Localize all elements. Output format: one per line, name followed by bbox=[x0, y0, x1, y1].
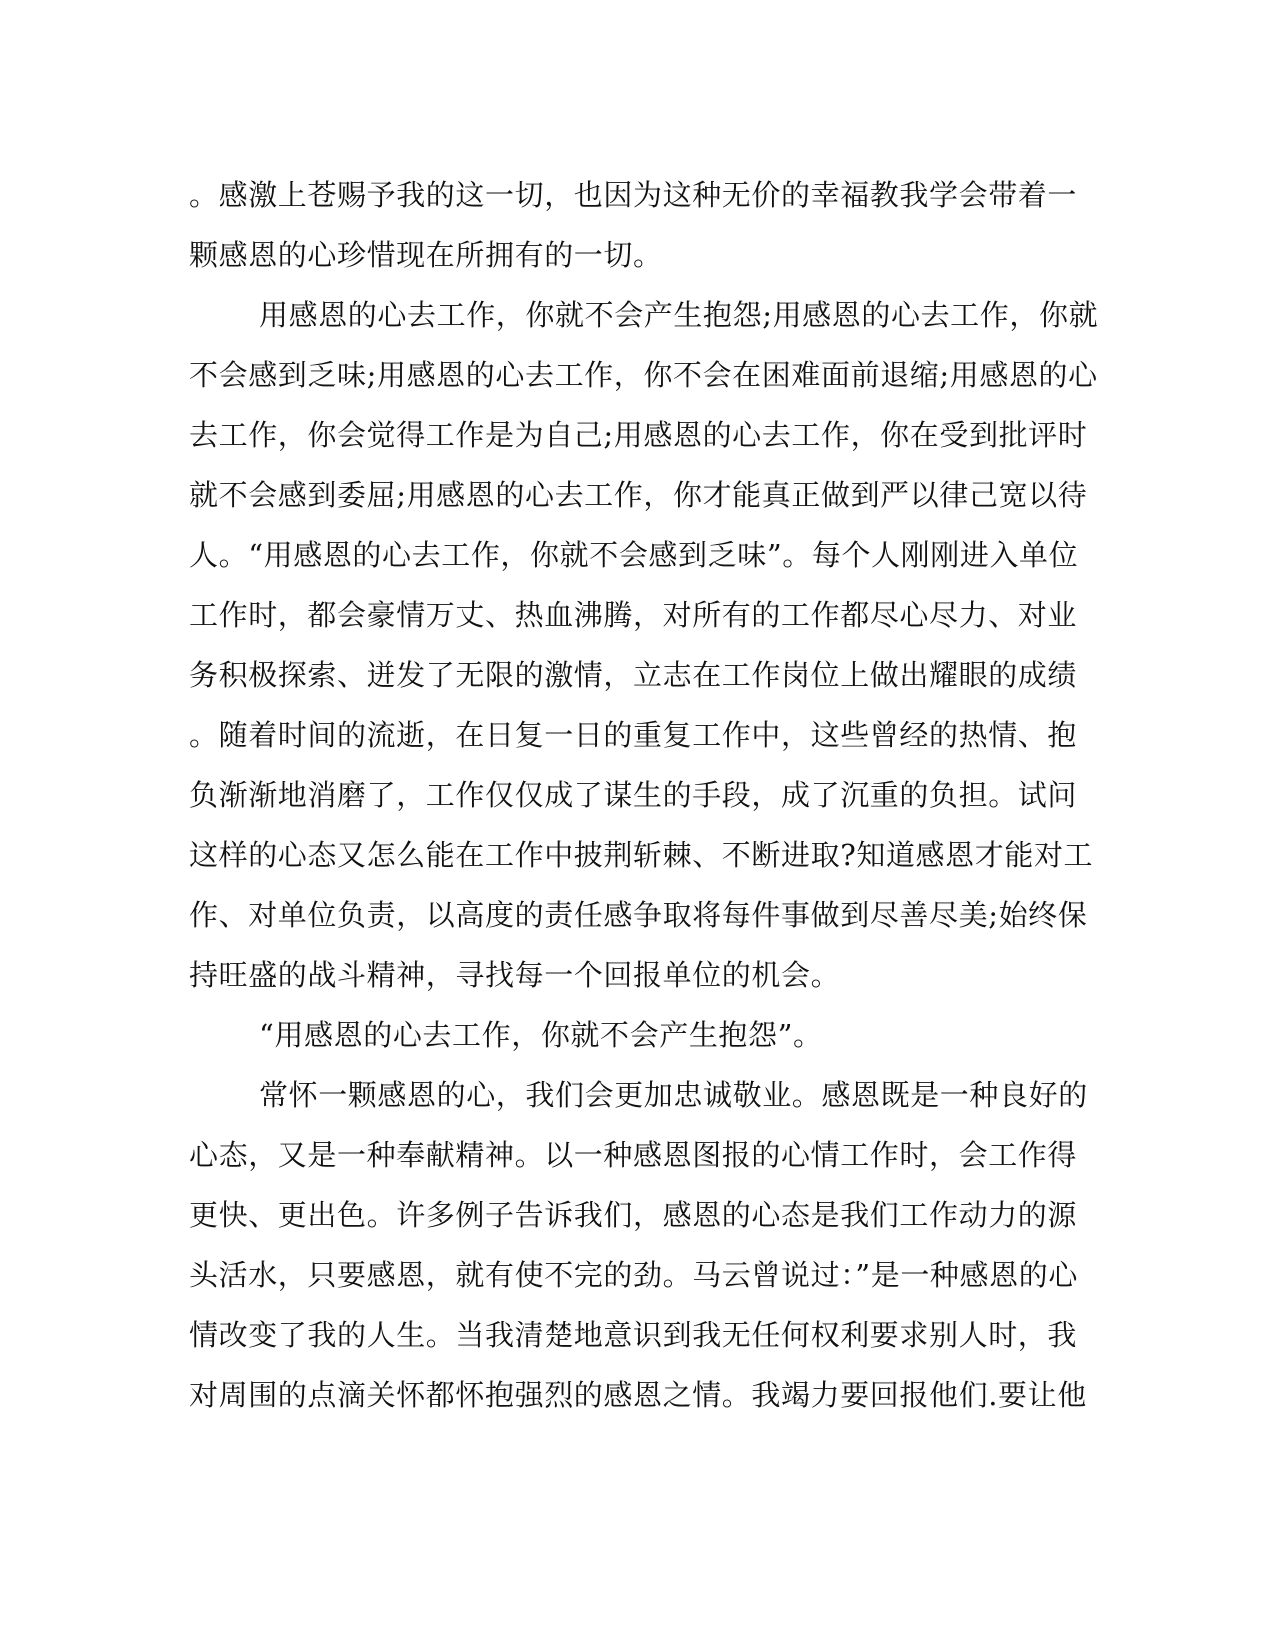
text-line: 务积极探索、迸发了无限的激情，立志在工作岗位上做出耀眼的成绩 bbox=[189, 658, 1078, 692]
text-line: 。随着时间的流逝，在日复一日的重复工作中，这些曾经的热情、抱 bbox=[189, 718, 1078, 752]
text-line: 对周围的点滴关怀都怀抱强烈的感恩之情。我竭力要回报他们.要让他 bbox=[189, 1378, 1087, 1412]
text-line: 作、对单位负责，以高度的责任感争取将每件事做到尽善尽美;始终保 bbox=[189, 898, 1088, 932]
text-line: 心态，又是一种奉献精神。以一种感恩图报的心情工作时，会工作得 bbox=[189, 1138, 1078, 1172]
text-line: 颗感恩的心珍惜现在所拥有的一切。 bbox=[189, 238, 663, 272]
text-line: 就不会感到委屈;用感恩的心去工作，你才能真正做到严以律己宽以待 bbox=[189, 478, 1088, 512]
paragraph-start-line: 用感恩的心去工作，你就不会产生抱怨;用感恩的心去工作，你就 bbox=[259, 298, 1099, 332]
paragraph-start-line: “用感恩的心去工作，你就不会产生抱怨”。 bbox=[259, 1018, 823, 1052]
text-line: 这样的心态又怎么能在工作中披荆斩棘、不断进取?知道感恩才能对工 bbox=[189, 838, 1094, 872]
text-line: 持旺盛的战斗精神，寻找每一个回报单位的机会。 bbox=[189, 958, 841, 992]
text-line: 去工作，你会觉得工作是为自己;用感恩的心去工作，你在受到批评时 bbox=[189, 418, 1088, 452]
text-line: 头活水，只要感恩，就有使不完的劲。马云曾说过：”是一种感恩的心 bbox=[189, 1258, 1078, 1292]
paragraph-start-line: 常怀一颗感恩的心，我们会更加忠诚敬业。感恩既是一种良好的 bbox=[259, 1078, 1088, 1112]
text-line: 负渐渐地消磨了，工作仅仅成了谋生的手段，成了沉重的负担。试问 bbox=[189, 778, 1078, 812]
text-line: 人。“用感恩的心去工作，你就不会感到乏味”。每个人刚刚进入单位 bbox=[189, 538, 1079, 572]
text-line: 不会感到乏味;用感恩的心去工作，你不会在困难面前退缩;用感恩的心 bbox=[189, 358, 1098, 392]
body-text bbox=[189, 165, 1099, 1425]
text-line: 情改变了我的人生。当我清楚地意识到我无任何权利要求别人时，我 bbox=[189, 1318, 1078, 1352]
text-line: 更快、更出色。许多例子告诉我们，感恩的心态是我们工作动力的源 bbox=[189, 1198, 1078, 1232]
text-line: 。感激上苍赐予我的这一切，也因为这种无价的幸福教我学会带着一 bbox=[189, 178, 1078, 212]
text-line: 工作时，都会豪情万丈、热血沸腾，对所有的工作都尽心尽力、对业 bbox=[189, 598, 1078, 632]
